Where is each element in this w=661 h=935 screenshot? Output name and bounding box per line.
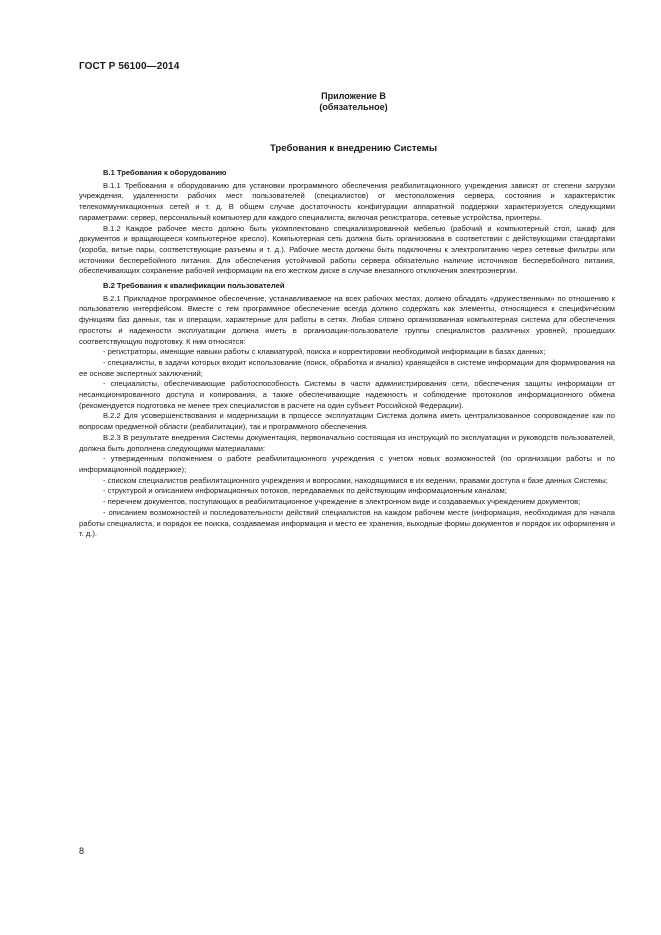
document-body — [79, 168, 615, 540]
appendix-title: Приложение В — [321, 91, 386, 101]
section-heading: В.1 Требования к оборудованию — [103, 168, 227, 177]
page-number: 8 — [79, 846, 85, 856]
list-item: - специалисты, в задачи которых входит использование (поиск, обработка и анализ) хранящейся в системе информации для формирования на ее основе экспертных заключений; — [79, 357, 615, 378]
list-item: - структурой и описанием информационных потоков, передаваемых по действующим информационным каналам; — [103, 486, 507, 496]
document-title: Требования к внедрению Системы — [269, 143, 438, 154]
list-item: - списком специалистов реабилитационного учреждения и вопросами, находящимися в их ведении, правами доступа к базе данных Системы; — [103, 475, 608, 485]
standard-header: ГОСТ Р 56100—2014 — [79, 61, 180, 72]
paragraph: В.2.3 В результате внедрения Системы документация, первоначально состоящая из инструкций по эксплуатации и руководств пользователей, должна быть дополнена следующими материалами: — [79, 432, 615, 453]
paragraph: В.1.2 Каждое рабочее место должно быть укомплектовано специализированной мебелью (рабочий и компьютерный стол, шкаф для документов и вращающееся компьютерное кресло). Компьютерная сеть должна быть организована в соответствии с действующими стандартами (короба, витые пары, соответствующие разъемы и т. д.). Рабочие места должны быть подключены к электропитанию через сетевые фильтры или источники бесперебойного питания. Для обеспечения устойчивой работы сервера обязательно наличие источников бесперебойного питания, обеспечивающих сохранение рабочей информации на его жестком диске в случае внезапного отключения электроэнергии. — [79, 223, 615, 276]
paragraph: В.2.1 Прикладное программное обеспечение, устанавливаемое на всех рабочих местах, должно обладать «дружественным» по отношению к пользователю интерфейсом. Вместе с тем программное обеспечение всегда должно содержать как элементы, относящиеся к специфическим функциям баз данных, так и операции, характерные для работы в сетях. Любая сложно организованная компьютерная система для обеспечения простоты и надежности эксплуатации должна иметь в организации-пользователе группы специалистов различных уровней, прошедших соответствующую подготовку. К ним относятся: — [79, 293, 615, 346]
list-item: - утвержденным положением о работе реабилитационного учреждения с учетом новых возможностей (по организации работы и по информационной поддержке); — [79, 454, 615, 474]
paragraph: В.1.1 Требования к оборудованию для установки программного обеспечения реабилитационного учреждения зависят от степени загрузки учреждения, удаленности рабочих мест пользователей (специалистов) от местоположения сервера, состояния и характеристик телекоммуникационных сетей и т. д. В общем случае достаточность конфигурации аппаратной поддержки характеризуется следующими параметрами: сервер, персональный компьютер для каждого специалиста, включая регистратора, сетевые устройства, принтеры. — [79, 180, 615, 222]
paragraph: В.2.2 Для усовершенствования и модернизации в процессе эксплуатации Система должна иметь централизованное сопровождение как по вопросам предметной области (реабилитации), так и программного обеспечения. — [79, 411, 615, 432]
section-heading: В.2 Требования к квалификации пользователей — [103, 281, 285, 291]
list-item: - описанием возможностей и последовательности действий специалистов на каждом рабочем месте (информация, необходимая для начала работы специалиста, и порядок ее поиска, создаваемая информация и место ее хранения, выходные формы документов и порядок их оформления и т. д.). — [79, 507, 615, 539]
list-item: - специалисты, обеспечивающие работоспособность Системы в части администрирования сети, обеспечения защиты информации от несанкционированного доступа и копирования, а также обеспечивающие надежность и соблюдение протоколов информационного обмена (рекомендуется подготовка не менее трех специалистов в расчете на один субъект Российской Федерации). — [79, 379, 615, 410]
appendix-status: (обязательное) — [319, 102, 388, 112]
appendix-block — [0, 91, 661, 113]
list-item: - регистраторы, имеющие навыки работы с клавиатурой, поиска и корректировки необходимой информации в базах данных; — [103, 347, 546, 357]
list-item: - перечнем документов, поступающих в реабилитационное учреждение в электронном виде и создаваемых учреждением документов; — [103, 497, 581, 507]
